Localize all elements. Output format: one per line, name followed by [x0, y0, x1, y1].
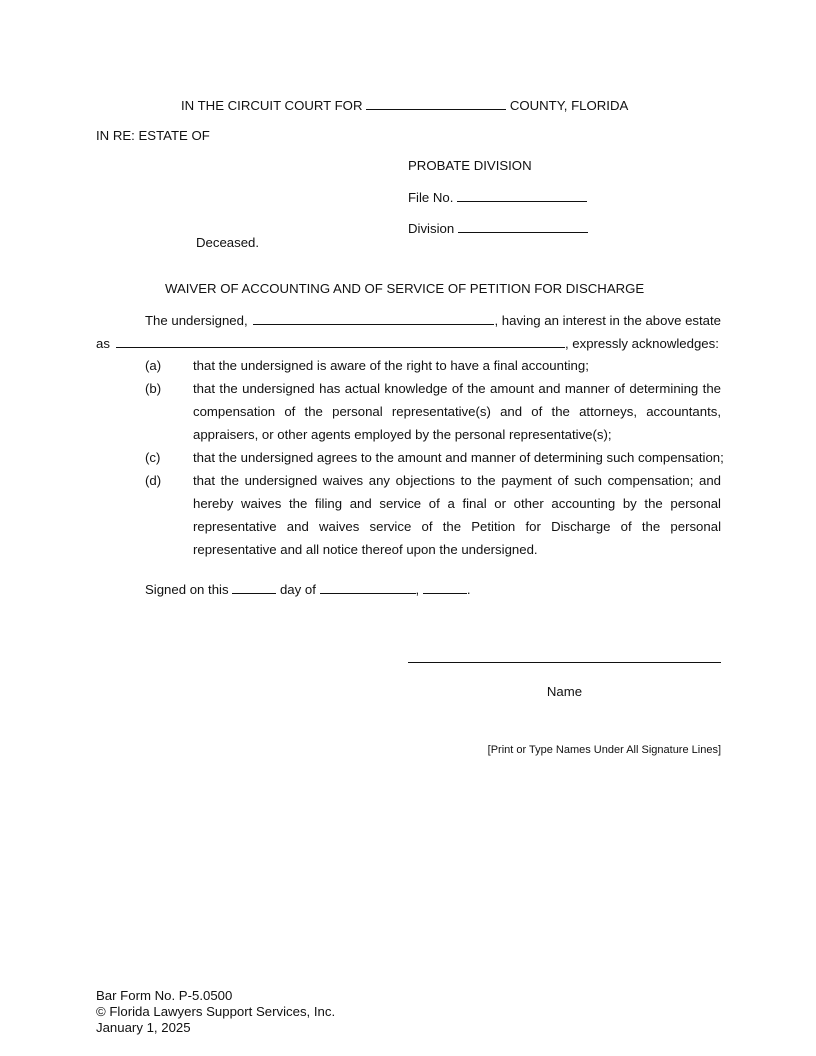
- deceased-label: Deceased.: [196, 235, 260, 250]
- item-a-line: that the undersigned is aware of the right to have a final accounting;: [193, 358, 589, 373]
- document-title: WAIVER OF ACCOUNTING AND OF SERVICE OF PETITION FOR DISCHARGE: [165, 281, 645, 296]
- form-date: January 1, 2025: [96, 1020, 191, 1035]
- item-c-marker: (c): [145, 450, 161, 465]
- item-b-line: that the undersigned has actual knowledge of the amount and manner of determining the: [193, 381, 721, 396]
- county-blank[interactable]: [366, 97, 506, 110]
- division-field: Division: [408, 220, 588, 236]
- file-no-blank[interactable]: [457, 189, 587, 202]
- item-d-line: that the undersigned waives any objections to the payment of such compensation; and: [193, 473, 721, 488]
- item-d-marker: (d): [145, 473, 162, 488]
- signed-year-blank[interactable]: [423, 581, 467, 594]
- in-re-label: IN RE: ESTATE OF: [96, 128, 210, 143]
- signed-on-line: Signed on this day of , .: [145, 582, 471, 597]
- item-a-marker: (a): [145, 358, 162, 373]
- copyright-notice: © Florida Lawyers Support Services, Inc.: [96, 1004, 336, 1019]
- file-no-field: File No.: [408, 189, 587, 205]
- item-b-line: appraisers, or other agents employed by the personal representative(s);: [193, 427, 612, 442]
- item-d-line: hereby waives the filing and service of a final or other accounting by the personal: [193, 496, 721, 511]
- form-footer: [96, 988, 335, 1036]
- item-b-line: compensation of the personal representative(s) and of the attorneys, accountants,: [193, 404, 721, 419]
- item-b-marker: (b): [145, 381, 162, 396]
- item-d-line: representative and waives service of the Petition for Discharge of the personal: [193, 519, 721, 534]
- signature-line[interactable]: [408, 662, 721, 663]
- print-names-note: [Print or Type Names Under All Signature Lines]: [487, 744, 721, 756]
- undersigned-name-blank[interactable]: [253, 312, 495, 325]
- court-heading: IN THE CIRCUIT COURT FOR COUNTY, FLORIDA: [181, 98, 629, 113]
- signed-month-blank[interactable]: [320, 581, 416, 594]
- form-number: Bar Form No. P-5.0500: [96, 988, 233, 1003]
- interest-type-blank[interactable]: [116, 335, 565, 348]
- division-blank[interactable]: [458, 220, 588, 233]
- signed-day-blank[interactable]: [232, 581, 276, 594]
- item-c-line: that the undersigned agrees to the amount and manner of determining such compensation;: [193, 450, 724, 465]
- item-d-line: representative and all notice thereof upon the undersigned.: [193, 542, 538, 557]
- probate-division-label: PROBATE DIVISION: [408, 158, 532, 173]
- intro-line-1: The undersigned, , having an interest in the above estate: [145, 313, 721, 328]
- intro-line-2: as , expressly acknowledges:: [96, 336, 719, 351]
- signature-name-label: Name: [546, 684, 583, 699]
